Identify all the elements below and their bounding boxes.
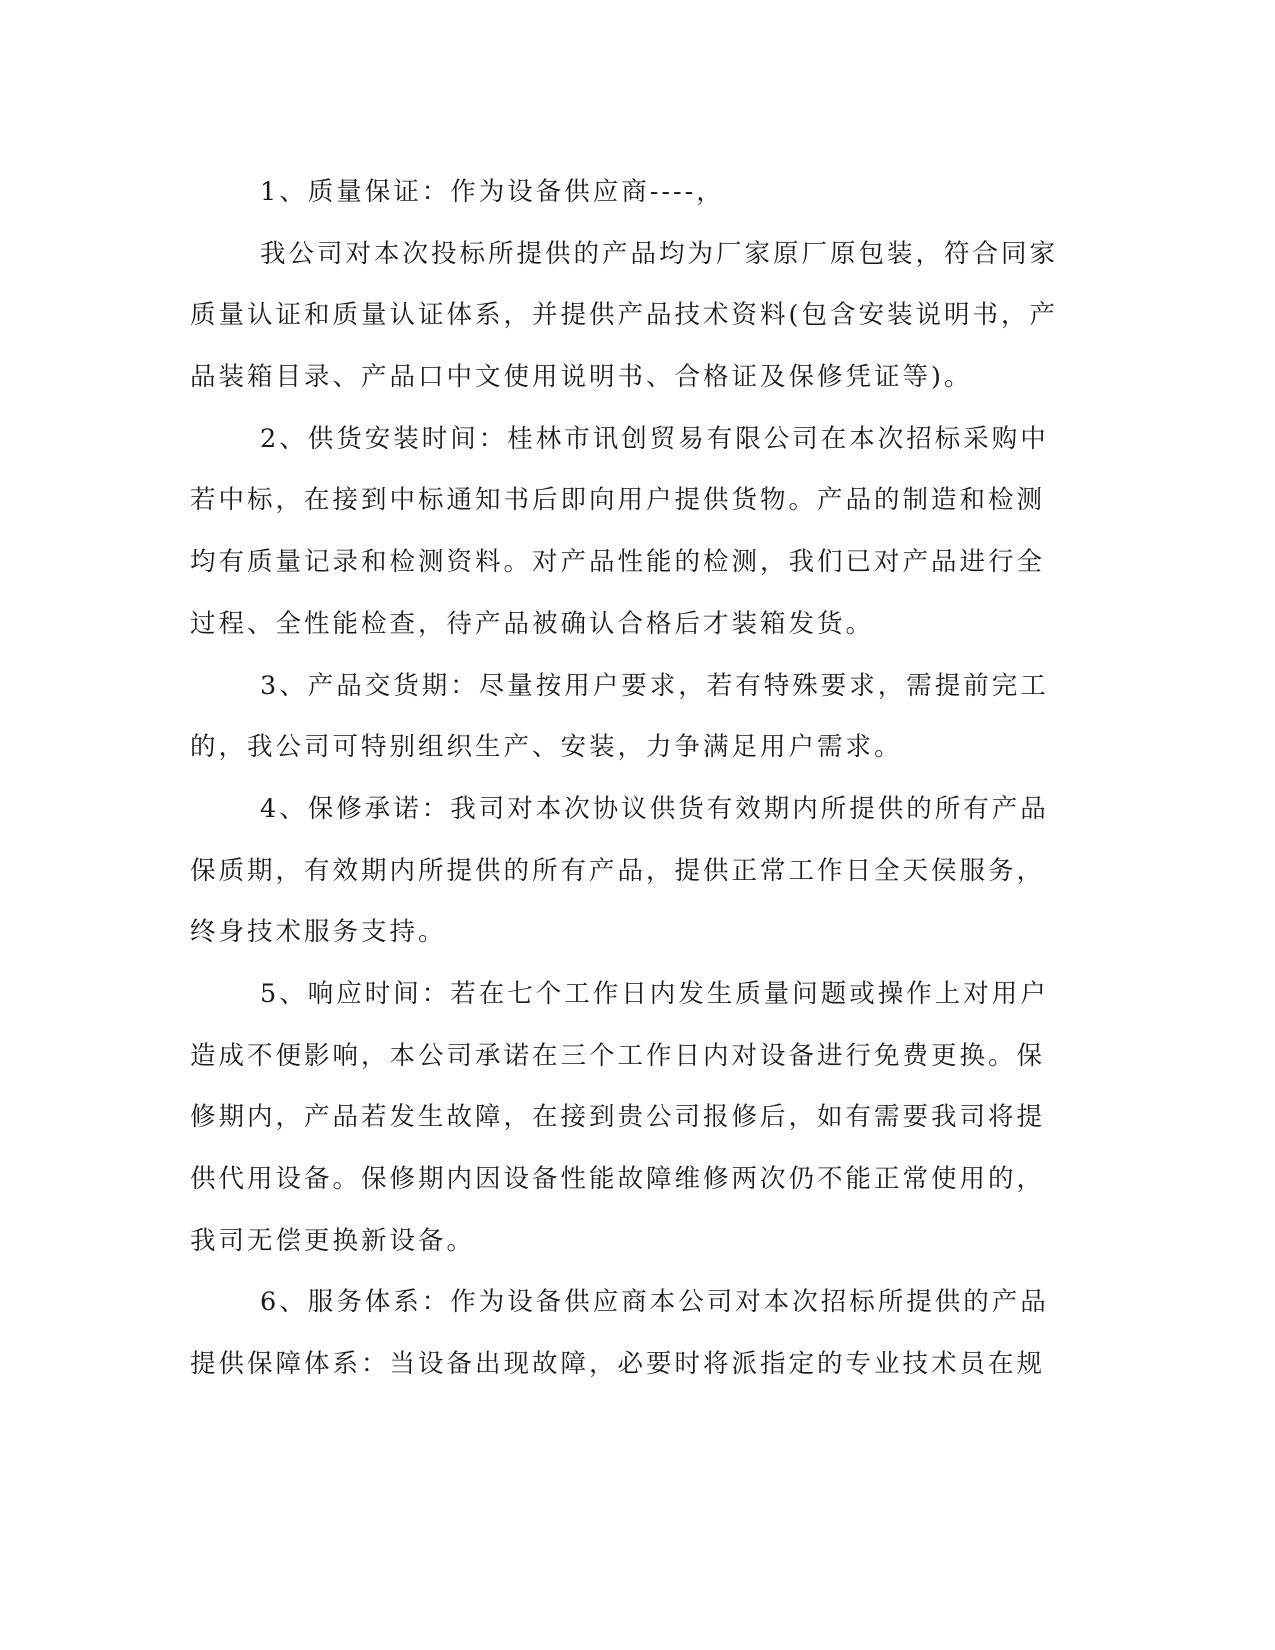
line-11: 4、保修承诺：我司对本次协议供货有效期内所提供的所有产品: [260, 793, 1049, 824]
line-9: 3、产品交货期：尽量按用户要求，若有特殊要求，需提前完工: [260, 670, 1049, 701]
document-body: [190, 162, 1070, 1396]
line-5: 2、供货安装时间：桂林市讯创贸易有限公司在本次招标采购中: [260, 423, 1049, 454]
line-1: 1、质量保证：作为设备供应商----，: [260, 177, 725, 207]
line-4: 品装箱目录、产品口中文使用说明书、合格证及保修凭证等)。: [190, 362, 973, 393]
line-6: 若中标，在接到中标通知书后即向用户提供货物。产品的制造和检测: [190, 485, 1046, 516]
line-8: 过程、全性能检查，待产品被确认合格后才装箱发货。: [190, 608, 875, 639]
line-3: 质量认证和质量认证体系，并提供产品技术资料(包含安装说明书，产: [190, 300, 1058, 331]
line-10: 的，我公司可特别组织生产、安装，力争满足用户需求。: [190, 732, 903, 763]
line-17: 供代用设备。保修期内因设备性能故障维修两次仍不能正常使用的，: [190, 1164, 1046, 1194]
line-18: 我司无偿更换新设备。: [190, 1225, 476, 1256]
line-12: 保质期，有效期内所提供的所有产品，提供正常工作日全天侯服务，: [190, 855, 1046, 886]
line-16: 修期内，产品若发生故障，在接到贵公司报修后，如有需要我司将提: [190, 1102, 1046, 1133]
line-7: 均有质量记录和检测资料。对产品性能的检测，我们已对产品进行全: [190, 547, 1046, 578]
line-19: 6、服务体系：作为设备供应商本公司对本次招标所提供的产品: [260, 1287, 1049, 1318]
line-14: 5、响应时间：若在七个工作日内发生质量问题或操作上对用户: [260, 978, 1049, 1009]
line-13: 终身技术服务支持。: [190, 917, 447, 948]
line-20: 提供保障体系：当设备出现故障，必要时将派指定的专业技术员在规: [190, 1349, 1046, 1380]
line-15: 造成不便影响，本公司承诺在三个工作日内对设备进行免费更换。保: [190, 1040, 1046, 1071]
line-2: 我公司对本次投标所提供的产品均为厂家原厂原包装，符合同家: [260, 238, 1059, 269]
